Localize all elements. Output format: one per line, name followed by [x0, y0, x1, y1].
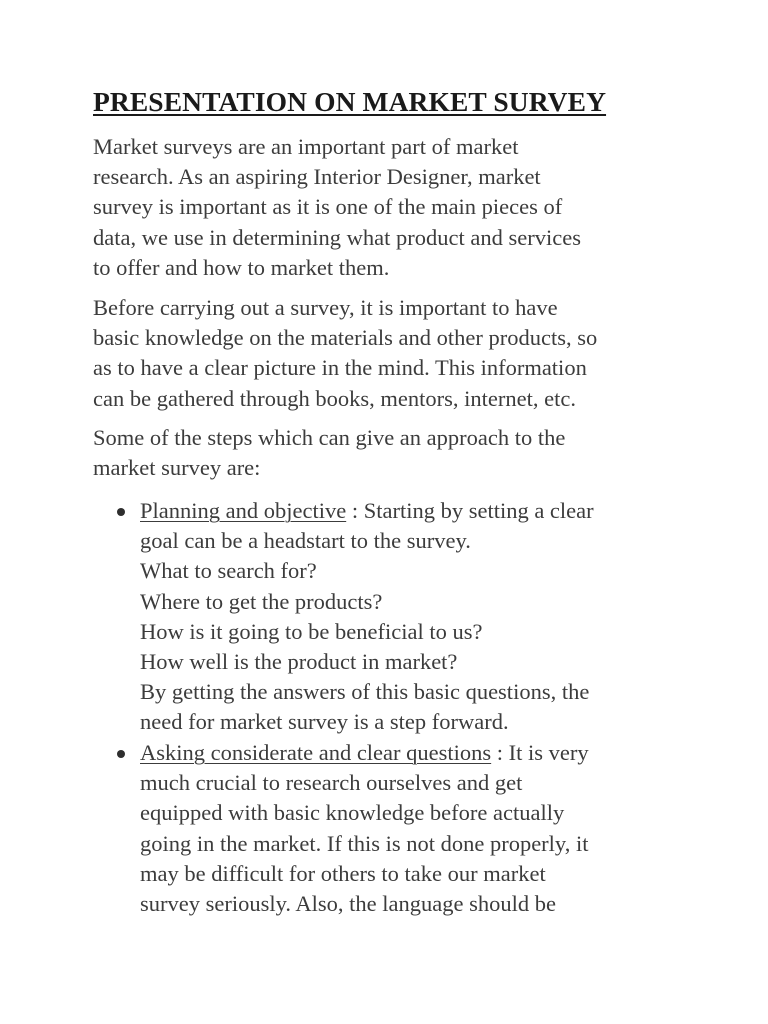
bullet-heading: Planning and objective — [140, 498, 347, 523]
bullet-first-line — [140, 496, 594, 526]
bullet-text — [140, 496, 594, 738]
paragraph-line: Before carrying out a survey, it is important to have — [93, 295, 558, 320]
paragraph-line: Some of the steps which can give an approach to the — [93, 425, 566, 450]
bullet-line: equipped with basic knowledge before actually — [140, 800, 565, 826]
paragraph-line: can be gathered through books, mentors, internet, etc. — [93, 385, 576, 411]
paragraph-steps-intro — [93, 423, 565, 483]
paragraph-line: research. As an aspiring Interior Designer, market — [93, 164, 541, 190]
bullet-line: survey seriously. Also, the language should be — [140, 891, 556, 917]
bullet-dot-icon — [117, 750, 125, 758]
bullet-text — [140, 738, 589, 919]
bullet-line: Where to get the products? — [140, 588, 383, 614]
bullet-line: going in the market. If this is not done properly, it — [140, 830, 589, 856]
paragraph-line: survey is important as it is one of the main pieces of — [93, 194, 563, 220]
bullet-line: How is it going to be beneficial to us? — [140, 618, 483, 644]
bullet-heading: Asking considerate and clear questions — [140, 740, 492, 765]
bullet-line: What to search for? — [140, 558, 317, 584]
paragraph-line: basic knowledge on the materials and other products, so — [93, 325, 598, 351]
paragraph-line: market survey are: — [93, 455, 261, 481]
bullet-line: By getting the answers of this basic questions, the — [140, 679, 590, 705]
paragraph-before-survey — [93, 293, 597, 414]
document-title: PRESENTATION ON MARKET SURVEY — [93, 86, 607, 117]
paragraph-line: data, we use in determining what product and services — [93, 224, 581, 250]
bullet-first-line-rest: : It is very — [491, 740, 589, 765]
bullet-line: goal can be a headstart to the survey. — [140, 528, 471, 554]
bullet-line: may be difficult for others to take our market — [140, 860, 546, 886]
bullet-line: How well is the product in market? — [140, 649, 458, 675]
bullet-first-line — [140, 738, 589, 768]
paragraph-line: as to have a clear picture in the mind. This information — [93, 355, 587, 381]
bullet-dot-icon — [117, 508, 125, 516]
bullet-first-line-rest: : Starting by setting a clear — [346, 498, 594, 523]
paragraph-intro — [93, 132, 581, 283]
paragraph-line: to offer and how to market them. — [93, 254, 390, 280]
bullet-line: much crucial to research ourselves and get — [140, 770, 523, 796]
bullet-line: need for market survey is a step forward. — [140, 709, 509, 735]
paragraph-line: Market surveys are an important part of market — [93, 134, 519, 159]
